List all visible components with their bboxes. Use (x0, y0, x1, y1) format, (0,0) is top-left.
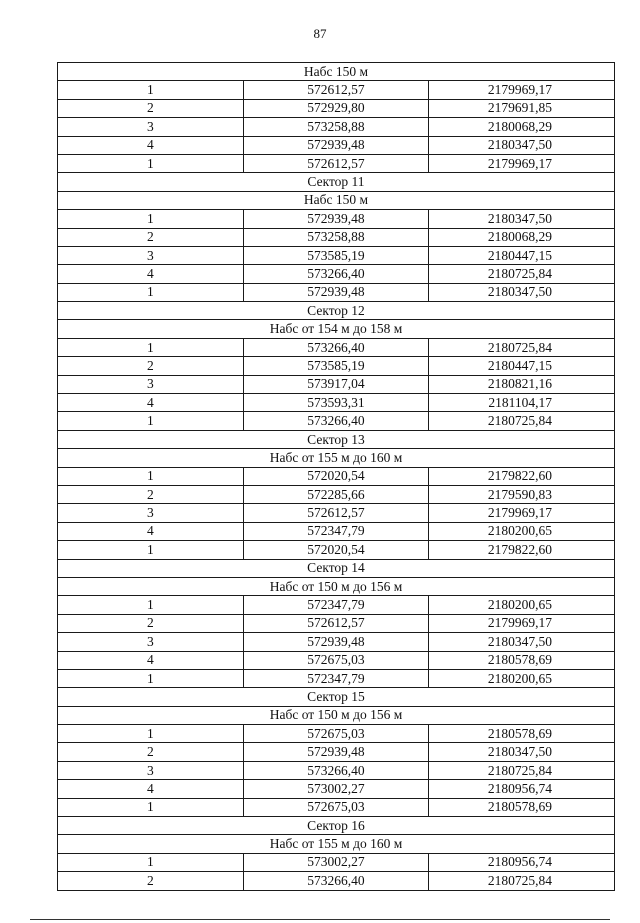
y-coordinate-cell: 2180347,50 (429, 210, 615, 228)
x-coordinate-cell: 572939,48 (243, 136, 429, 154)
point-number-cell: 2 (58, 872, 244, 890)
section-header-row (58, 706, 615, 724)
y-coordinate-cell: 2179969,17 (429, 154, 615, 172)
x-coordinate-cell: 573585,19 (243, 246, 429, 264)
table-row (58, 136, 615, 154)
y-coordinate-cell: 2180578,69 (429, 651, 615, 669)
y-coordinate-cell: 2180068,29 (429, 228, 615, 246)
y-coordinate-cell: 2179969,17 (429, 81, 615, 99)
table-row (58, 81, 615, 99)
section-header-row (58, 688, 615, 706)
y-coordinate-cell: 2180347,50 (429, 283, 615, 301)
section-header: Набс 150 м (58, 63, 615, 81)
x-coordinate-cell: 572347,79 (243, 669, 429, 687)
y-coordinate-cell: 2180725,84 (429, 338, 615, 356)
section-header: Сектор 15 (58, 688, 615, 706)
table-row (58, 228, 615, 246)
table-row (58, 725, 615, 743)
section-header-row (58, 817, 615, 835)
y-coordinate-cell: 2180447,15 (429, 246, 615, 264)
x-coordinate-cell: 572675,03 (243, 798, 429, 816)
section-header: Сектор 11 (58, 173, 615, 191)
table-row (58, 338, 615, 356)
x-coordinate-cell: 573258,88 (243, 228, 429, 246)
point-number-cell: 2 (58, 743, 244, 761)
coordinates-table (57, 62, 615, 891)
table-row (58, 99, 615, 117)
x-coordinate-cell: 572612,57 (243, 614, 429, 632)
section-header-row (58, 320, 615, 338)
x-coordinate-cell: 572929,80 (243, 99, 429, 117)
y-coordinate-cell: 2180347,50 (429, 633, 615, 651)
y-coordinate-cell: 2180725,84 (429, 761, 615, 779)
x-coordinate-cell: 572939,48 (243, 633, 429, 651)
y-coordinate-cell: 2180200,65 (429, 522, 615, 540)
table-row (58, 394, 615, 412)
point-number-cell: 1 (58, 853, 244, 871)
y-coordinate-cell: 2179969,17 (429, 614, 615, 632)
y-coordinate-cell: 2180200,65 (429, 669, 615, 687)
table-row (58, 541, 615, 559)
y-coordinate-cell: 2179590,83 (429, 485, 615, 503)
y-coordinate-cell: 2180578,69 (429, 798, 615, 816)
point-number-cell: 4 (58, 136, 244, 154)
y-coordinate-cell: 2180725,84 (429, 265, 615, 283)
table-row (58, 596, 615, 614)
x-coordinate-cell: 573002,27 (243, 853, 429, 871)
x-coordinate-cell: 572612,57 (243, 81, 429, 99)
x-coordinate-cell: 573266,40 (243, 338, 429, 356)
y-coordinate-cell: 2180578,69 (429, 725, 615, 743)
y-coordinate-cell: 2179969,17 (429, 504, 615, 522)
point-number-cell: 1 (58, 541, 244, 559)
x-coordinate-cell: 573917,04 (243, 375, 429, 393)
section-header: Набс от 155 м до 160 м (58, 449, 615, 467)
table-row (58, 485, 615, 503)
y-coordinate-cell: 2180068,29 (429, 118, 615, 136)
x-coordinate-cell: 572675,03 (243, 651, 429, 669)
table-row (58, 853, 615, 871)
table-row (58, 633, 615, 651)
section-header-row (58, 191, 615, 209)
table-row (58, 357, 615, 375)
point-number-cell: 3 (58, 761, 244, 779)
table-row (58, 669, 615, 687)
table-row (58, 154, 615, 172)
section-header-row (58, 577, 615, 595)
y-coordinate-cell: 2180347,50 (429, 743, 615, 761)
section-header: Набс от 150 м до 156 м (58, 706, 615, 724)
y-coordinate-cell: 2180447,15 (429, 357, 615, 375)
point-number-cell: 4 (58, 265, 244, 283)
section-header-row (58, 835, 615, 853)
point-number-cell: 2 (58, 485, 244, 503)
x-coordinate-cell: 572612,57 (243, 504, 429, 522)
section-header-row (58, 63, 615, 81)
x-coordinate-cell: 573266,40 (243, 761, 429, 779)
page-number: 87 (313, 26, 327, 41)
x-coordinate-cell: 573266,40 (243, 412, 429, 430)
section-header-row (58, 559, 615, 577)
point-number-cell: 2 (58, 228, 244, 246)
section-header: Сектор 16 (58, 817, 615, 835)
x-coordinate-cell: 572612,57 (243, 154, 429, 172)
point-number-cell: 3 (58, 504, 244, 522)
x-coordinate-cell: 572675,03 (243, 725, 429, 743)
y-coordinate-cell: 2180347,50 (429, 136, 615, 154)
y-coordinate-cell: 2179822,60 (429, 467, 615, 485)
y-coordinate-cell: 2180956,74 (429, 780, 615, 798)
table-row (58, 210, 615, 228)
section-header: Сектор 13 (58, 430, 615, 448)
table-row (58, 283, 615, 301)
table-row (58, 798, 615, 816)
table-row (58, 467, 615, 485)
section-header-row (58, 173, 615, 191)
table-row (58, 522, 615, 540)
point-number-cell: 1 (58, 725, 244, 743)
point-number-cell: 1 (58, 283, 244, 301)
point-number-cell: 1 (58, 669, 244, 687)
y-coordinate-cell: 2180821,16 (429, 375, 615, 393)
point-number-cell: 1 (58, 81, 244, 99)
point-number-cell: 2 (58, 357, 244, 375)
x-coordinate-cell: 572020,54 (243, 467, 429, 485)
x-coordinate-cell: 573002,27 (243, 780, 429, 798)
x-coordinate-cell: 572939,48 (243, 743, 429, 761)
table-row (58, 780, 615, 798)
section-header: Набс от 150 м до 156 м (58, 577, 615, 595)
table-row (58, 614, 615, 632)
table-row (58, 246, 615, 264)
table-row (58, 651, 615, 669)
section-header-row (58, 449, 615, 467)
point-number-cell: 3 (58, 246, 244, 264)
coordinates-table-body (58, 63, 615, 891)
section-header: Набс 150 м (58, 191, 615, 209)
point-number-cell: 3 (58, 633, 244, 651)
x-coordinate-cell: 572939,48 (243, 283, 429, 301)
x-coordinate-cell: 573585,19 (243, 357, 429, 375)
point-number-cell: 2 (58, 614, 244, 632)
point-number-cell: 4 (58, 394, 244, 412)
x-coordinate-cell: 573266,40 (243, 265, 429, 283)
point-number-cell: 1 (58, 596, 244, 614)
x-coordinate-cell: 573593,31 (243, 394, 429, 412)
table-row (58, 504, 615, 522)
point-number-cell: 3 (58, 118, 244, 136)
y-coordinate-cell: 2180725,84 (429, 412, 615, 430)
section-header: Сектор 12 (58, 302, 615, 320)
point-number-cell: 4 (58, 651, 244, 669)
point-number-cell: 1 (58, 338, 244, 356)
point-number-cell: 1 (58, 467, 244, 485)
point-number-cell: 1 (58, 798, 244, 816)
table-row (58, 743, 615, 761)
y-coordinate-cell: 2180725,84 (429, 872, 615, 890)
point-number-cell: 3 (58, 375, 244, 393)
y-coordinate-cell: 2180956,74 (429, 853, 615, 871)
x-coordinate-cell: 572347,79 (243, 522, 429, 540)
y-coordinate-cell: 2180200,65 (429, 596, 615, 614)
table-row (58, 265, 615, 283)
section-header: Набс от 155 м до 160 м (58, 835, 615, 853)
point-number-cell: 4 (58, 522, 244, 540)
table-row (58, 118, 615, 136)
y-coordinate-cell: 2181104,17 (429, 394, 615, 412)
section-header-row (58, 430, 615, 448)
table-row (58, 761, 615, 779)
section-header-row (58, 302, 615, 320)
table-row (58, 375, 615, 393)
x-coordinate-cell: 572285,66 (243, 485, 429, 503)
x-coordinate-cell: 573258,88 (243, 118, 429, 136)
table-row (58, 412, 615, 430)
table-row (58, 872, 615, 890)
point-number-cell: 1 (58, 412, 244, 430)
y-coordinate-cell: 2179691,85 (429, 99, 615, 117)
point-number-cell: 1 (58, 210, 244, 228)
point-number-cell: 4 (58, 780, 244, 798)
x-coordinate-cell: 572939,48 (243, 210, 429, 228)
y-coordinate-cell: 2179822,60 (429, 541, 615, 559)
point-number-cell: 1 (58, 154, 244, 172)
x-coordinate-cell: 572020,54 (243, 541, 429, 559)
x-coordinate-cell: 572347,79 (243, 596, 429, 614)
page-bottom-rule (30, 919, 610, 920)
point-number-cell: 2 (58, 99, 244, 117)
x-coordinate-cell: 573266,40 (243, 872, 429, 890)
section-header: Сектор 14 (58, 559, 615, 577)
section-header: Набс от 154 м до 158 м (58, 320, 615, 338)
